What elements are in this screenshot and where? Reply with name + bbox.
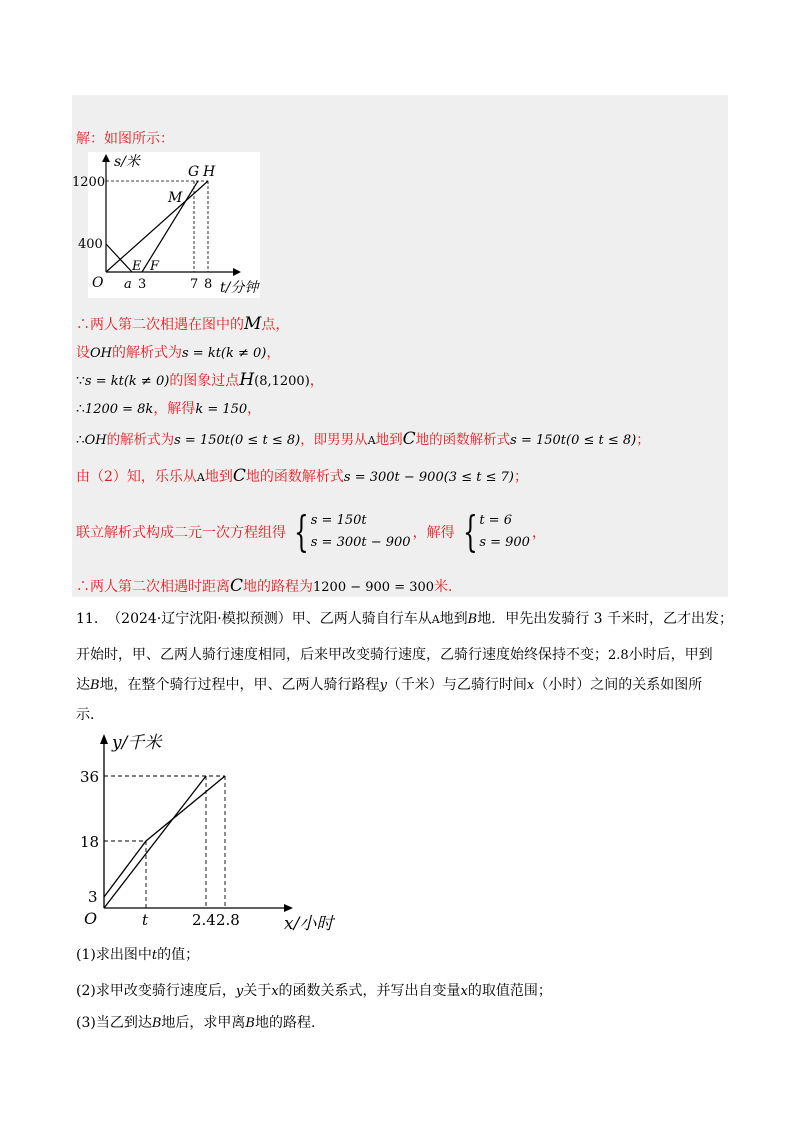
- text: (1)求出图中: [76, 947, 152, 963]
- math-equation: s = kt(k ≠ 0): [84, 374, 170, 389]
- sub-question-2: [76, 980, 552, 1000]
- text: ∵: [76, 373, 85, 389]
- text: 的解析式为: [112, 345, 182, 361]
- text: （小时）之间的关系如图所: [534, 677, 703, 693]
- x-axis-label: x/小时: [284, 914, 334, 934]
- math-M: M: [244, 314, 262, 334]
- text: 点，: [261, 317, 290, 333]
- sub-question-3: [76, 1012, 315, 1032]
- x-tick-t: t: [142, 911, 149, 929]
- x-tick-2-8: 2.8: [216, 911, 240, 929]
- math-equation: k = 150: [195, 402, 248, 417]
- x-tick-a: a: [124, 277, 132, 292]
- text: ∴: [76, 401, 85, 417]
- math-x: x: [271, 984, 279, 999]
- y-tick-3: 3: [88, 888, 98, 906]
- math-OH: OH: [84, 433, 107, 448]
- text: ，: [309, 373, 324, 389]
- y-tick-18: 18: [80, 833, 100, 851]
- math-B: B: [245, 1016, 255, 1031]
- math-A: A: [367, 434, 376, 447]
- system-row: s = 900: [479, 535, 530, 550]
- text: 地的路程为: [243, 579, 314, 595]
- solution-line-4: [76, 398, 261, 418]
- solution-line-2: [76, 342, 280, 362]
- y-tick-400: 400: [78, 237, 103, 252]
- text: ；: [513, 469, 528, 485]
- text: (2)求甲改变骑行速度后，: [76, 983, 236, 999]
- math-equation: s = 150t(0 ≤ t ≤ 8): [510, 433, 637, 448]
- point-F: F: [150, 259, 160, 274]
- x-tick-2-4: 2.4: [192, 911, 216, 929]
- math-t: t: [151, 948, 158, 963]
- text: ∴: [76, 432, 85, 448]
- text: ，即男男从: [300, 432, 368, 448]
- solution-graph: [72, 152, 260, 298]
- text: 的函数关系式，并写出自变量: [278, 983, 461, 999]
- text: 地到: [375, 432, 403, 448]
- math-equation: s = 300t − 900(3 ≤ t ≤ 7): [343, 470, 514, 485]
- text: 开始时，甲、乙两人骑行速度相同，后来甲改变骑行速度，乙骑行速度始终保持不变；: [76, 647, 608, 663]
- solution-line-1: [76, 314, 289, 334]
- question-line-1: [76, 608, 733, 628]
- text: ，: [266, 345, 281, 361]
- x-axis-arrow-icon: [284, 904, 293, 912]
- question-line-3: [76, 674, 702, 694]
- x-axis-label: t/分钟: [220, 280, 259, 296]
- math-C: C: [232, 466, 246, 486]
- text: 地后，求甲离: [161, 1015, 246, 1031]
- y-axis-label: s/米: [114, 154, 140, 170]
- text: ；: [636, 432, 650, 448]
- math-B: B: [151, 1016, 162, 1031]
- text: ，解得: [412, 525, 455, 541]
- math-A: A: [196, 471, 205, 484]
- text: 关于: [243, 983, 272, 999]
- math-equation: s = 150t(0 ≤ t ≤ 8): [174, 433, 301, 448]
- solution-intro: 解：如图所示：: [76, 131, 174, 147]
- point-M: M: [168, 190, 183, 206]
- math-B: B: [467, 612, 478, 627]
- text: 地到: [204, 469, 233, 485]
- y-axis-arrow-icon: [100, 734, 108, 744]
- y-axis-label: y/千米: [112, 733, 162, 753]
- math-y: y: [379, 678, 387, 693]
- question-line-2: [76, 644, 713, 664]
- text: ∴两人第二次相遇时距离: [76, 579, 230, 595]
- equation-system-2: { t = 6 s = 900: [462, 507, 530, 556]
- text: 由（2）知，乐乐从: [76, 469, 197, 485]
- sub-question-1: [76, 944, 199, 964]
- math-H: H: [239, 370, 255, 390]
- x-axis-arrow-icon: [233, 268, 241, 276]
- math-equation: s = kt(k ≠ 0): [182, 346, 267, 361]
- solution-line-8: [76, 576, 453, 596]
- solution-line-6: [76, 466, 528, 486]
- math-OH: OH: [90, 346, 112, 361]
- question-number: 11.: [76, 611, 99, 627]
- text: 的取值范围；: [467, 983, 552, 999]
- question-line-4: 示．: [76, 707, 104, 723]
- x-tick-3: 3: [138, 277, 147, 292]
- system-row: s = 300t − 900: [310, 535, 411, 550]
- text: 地的路程.: [254, 1015, 316, 1031]
- point-G: G: [188, 164, 200, 180]
- math-2-8: 2.8: [608, 648, 629, 663]
- text: 地的函数解析式: [245, 469, 344, 485]
- origin-label: O: [84, 909, 98, 928]
- origin-label: O: [92, 275, 104, 291]
- text: (3)当乙到达: [76, 1015, 152, 1031]
- text: （千米）与乙骑行时间: [386, 677, 527, 693]
- text: 小时后，甲到: [628, 647, 713, 663]
- solution-line-5: [76, 428, 650, 449]
- system-row: t = 6: [479, 513, 512, 528]
- line-jia: [104, 776, 225, 897]
- text: 联立解析式构成二元一次方程组得: [76, 525, 286, 541]
- text: ，解得: [153, 401, 196, 417]
- line-yi: [104, 776, 206, 908]
- question-graph: [80, 732, 348, 934]
- text: ，: [247, 401, 262, 417]
- math-A: A: [431, 613, 440, 626]
- math-C: C: [230, 576, 244, 596]
- math-C: C: [402, 429, 416, 449]
- math-y: y: [235, 984, 244, 999]
- math-x: x: [460, 984, 468, 999]
- text: ∴两人第二次相遇在图中的: [76, 317, 244, 333]
- solution-line-7: [76, 507, 546, 556]
- math-point: (8,1200): [254, 374, 310, 389]
- text: 的解析式为: [106, 432, 175, 448]
- text: 米.: [434, 579, 453, 595]
- solution-figure: [72, 152, 260, 298]
- point-H: H: [203, 164, 216, 180]
- question-figure: [80, 732, 348, 934]
- x-tick-8: 8: [204, 277, 213, 292]
- math-x: x: [526, 678, 535, 693]
- text: 地到: [439, 611, 468, 627]
- system-row: s = 150t: [310, 513, 367, 528]
- text: 地的函数解析式: [415, 432, 511, 448]
- y-axis-arrow-icon: [102, 154, 110, 162]
- math-equation: 1200 − 900 = 300: [313, 580, 435, 595]
- text: 地．甲先出发骑行 3 千米时，乙才出发；: [477, 611, 734, 627]
- solution-line-3: [76, 370, 324, 390]
- text: ，: [531, 525, 546, 541]
- y-tick-1200: 1200: [72, 175, 106, 190]
- text: 的图象过点: [169, 373, 240, 389]
- point-E: E: [132, 259, 142, 274]
- x-tick-7: 7: [190, 277, 199, 292]
- math-B: B: [90, 678, 100, 693]
- text: （2024·辽宁沈阳·模拟预测）甲、乙两人骑自行车从: [107, 611, 432, 627]
- text: 设: [76, 345, 90, 361]
- equation-system-1: { s = 150t s = 300t − 900: [294, 507, 411, 556]
- y-tick-36: 36: [80, 768, 100, 786]
- text: 地，在整个骑行过程中，甲、乙两人骑行路程: [99, 677, 380, 693]
- text: 达: [76, 677, 90, 693]
- text: 的值；: [157, 947, 200, 963]
- math-equation: 1200 = 8k: [84, 402, 154, 417]
